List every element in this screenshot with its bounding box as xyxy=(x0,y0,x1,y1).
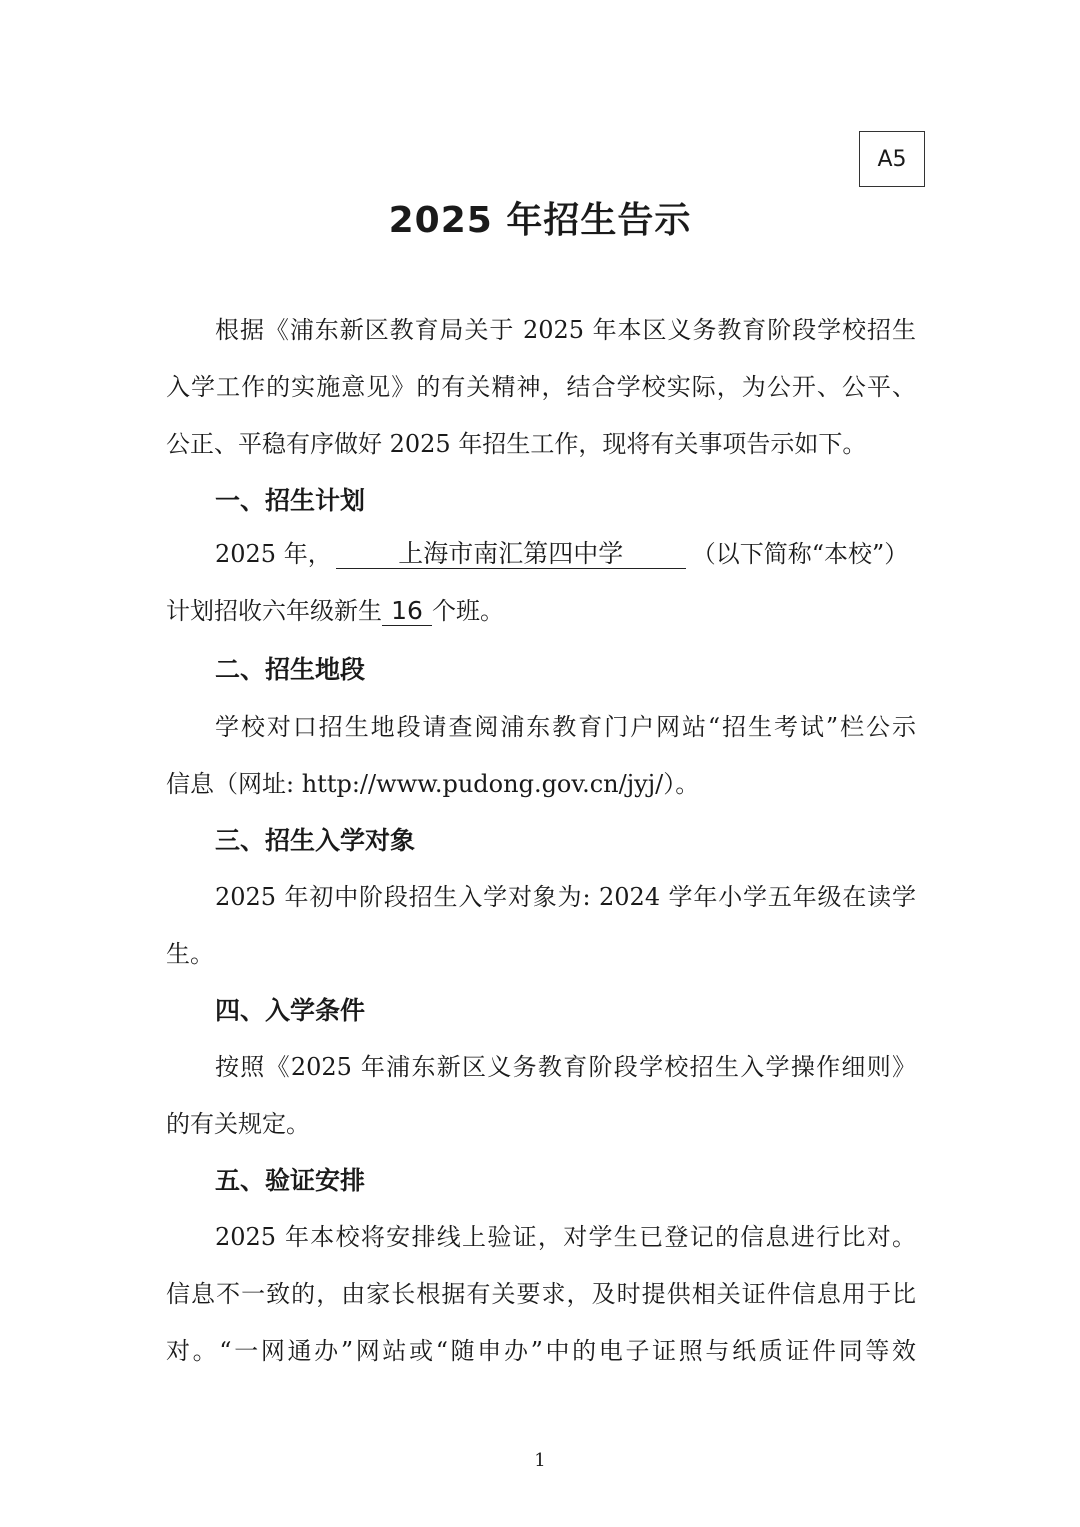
section-1-heading: 一、招生计划 xyxy=(215,486,366,515)
section-5-line-1: 2025 年本校将安排线上验证，对学生已登记的信息进行比对。 xyxy=(215,1223,916,1251)
section-3-heading: 三、招生入学对象 xyxy=(215,826,416,855)
intro-line-3: 公正、平稳有序做好 2025 年招生工作，现将有关事项告示如下。 xyxy=(166,430,867,458)
intro-line-1: 根据《浦东新区教育局关于 2025 年本区义务教育阶段学校招生 xyxy=(215,316,916,344)
section-5-line-3: 对。“一网通办”网站或“随申办”中的电子证照与纸质证件同等效 xyxy=(166,1337,916,1365)
section-3-line-2: 生。 xyxy=(166,940,214,968)
section-4-heading: 四、入学条件 xyxy=(215,996,366,1025)
class-count-field: 16 xyxy=(382,597,432,626)
document-code-badge: A5 xyxy=(859,131,925,187)
section-4-line-1: 按照《2025 年浦东新区义务教育阶段学校招生入学操作细则》 xyxy=(215,1053,916,1081)
school-alias-text: （以下简称“本校”） xyxy=(691,540,909,568)
section-2-line-1: 学校对口招生地段请查阅浦东教育门户网站“招生考试”栏公示 xyxy=(215,713,916,741)
class-unit-text: 个班。 xyxy=(432,597,504,625)
section-4-line-2: 的有关规定。 xyxy=(166,1110,310,1138)
section-2-heading: 二、招生地段 xyxy=(215,655,366,684)
section-1-line-1 xyxy=(215,537,908,571)
section-5-heading: 五、验证安排 xyxy=(215,1166,366,1195)
page-title: 2025 年招生告示 xyxy=(388,200,692,241)
plan-year-text: 2025 年， xyxy=(215,540,332,568)
intro-line-2: 入学工作的实施意见》的有关精神，结合学校实际，为公开、公平、 xyxy=(166,373,916,401)
section-5-line-2: 信息不一致的，由家长根据有关要求，及时提供相关证件信息用于比 xyxy=(166,1280,916,1308)
page-number: 1 xyxy=(534,1450,546,1471)
school-name-field: 上海市南汇第四中学 xyxy=(336,540,686,569)
section-2-line-2: 信息（网址: http://www.pudong.gov.cn/jyj/）。 xyxy=(166,770,700,798)
section-3-line-1: 2025 年初中阶段招生入学对象为: 2024 学年小学五年级在读学 xyxy=(215,883,916,911)
plan-text: 计划招收六年级新生 xyxy=(166,597,382,625)
section-1-line-2 xyxy=(166,594,504,628)
